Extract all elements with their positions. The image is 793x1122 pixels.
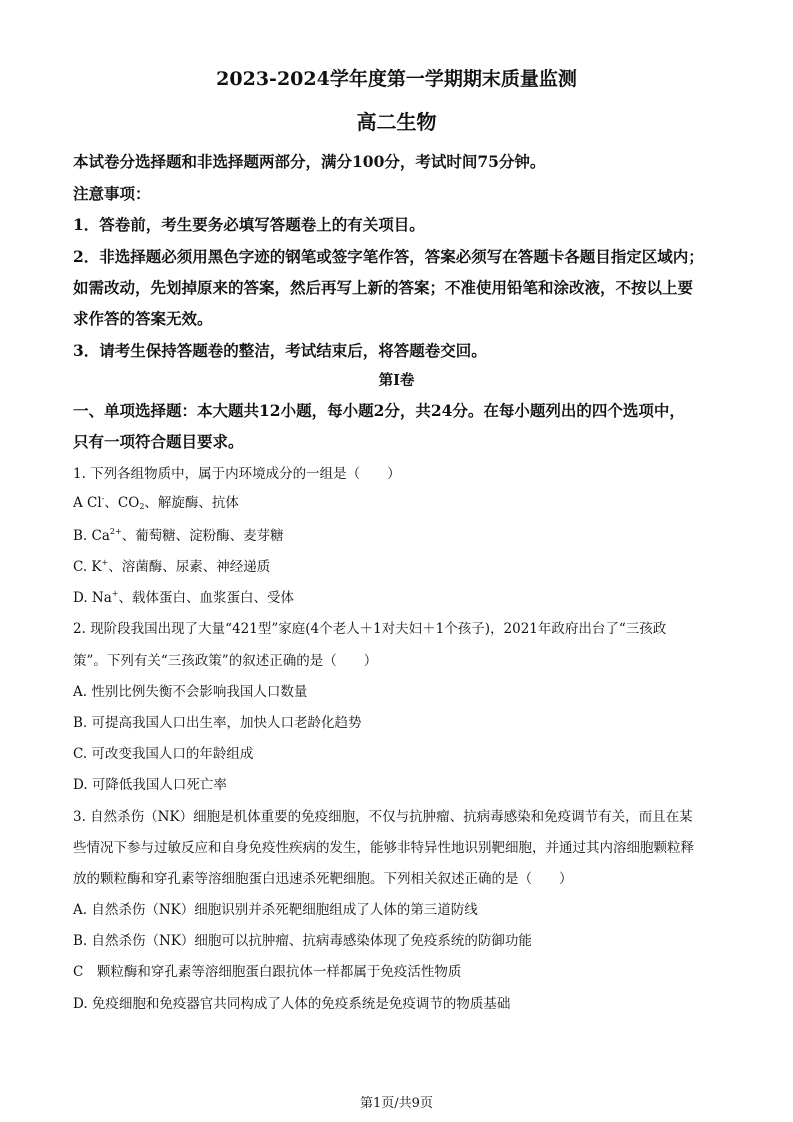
question-2-option-b: B. 可提高我国人口出生率，加快人口老龄化趋势 — [73, 715, 362, 731]
question-3-option-b: B. 自然杀伤（NK）细胞可以抗肿瘤、抗病毒感染体现了免疫系统的防御功能 — [73, 933, 532, 949]
notice-item-2-line-3: 求作答的答案无效。 — [73, 309, 213, 328]
question-2-option-d: D. 可降低我国人口死亡率 — [73, 777, 227, 793]
question-3-stem-line-2: 些情况下参与过敏反应和自身免疫性疾病的发生，能够非特异性地识别靶细胞，并通过其内溶细胞颗粒释 — [73, 840, 694, 856]
volume-heading: 第Ⅰ卷 — [378, 372, 415, 389]
notice-item-3: 3．请考生保持答题卷的整洁，考试结束后，将答题卷交回。 — [73, 341, 487, 360]
question-2-stem-line-2: 策”。下列有关“三孩政策”的叙述正确的是（ ） — [73, 653, 378, 669]
option-a-ion-charge: - — [101, 494, 105, 503]
question-2-option-a: A. 性别比例失衡不会影响我国人口数量 — [73, 684, 308, 700]
option-a-subscript: 2 — [139, 502, 145, 511]
question-1-option-c — [73, 555, 270, 575]
notice-item-2-line-2: 如需改动，先划掉原来的答案，然后再写上新的答案；不准使用铅笔和涂改液，不按以上要 — [73, 278, 694, 297]
question-3-stem-line-1: 3. 自然杀伤（NK）细胞是机体重要的免疫细胞，不仅与抗肿瘤、抗病毒感染和免疫调节有关，而且在某 — [73, 809, 693, 825]
section-1-heading-line-1: 一、单项选择题：本大题共12小题，每小题2分，共24分。在每小题列出的四个选项中， — [73, 401, 685, 420]
option-d-rest: 、载体蛋白、血浆蛋白、受体 — [118, 590, 294, 606]
question-3-stem-line-3: 放的颗粒酶和穿孔素等溶细胞蛋白迅速杀死靶细胞。下列相关叙述正确的是（ ） — [73, 871, 573, 887]
question-3-option-d: D. 免疫细胞和免疫器官共同构成了人体的免疫系统是免疫调节的物质基础 — [73, 996, 511, 1012]
section-1-heading-line-2: 只有一项符合题目要求。 — [73, 432, 244, 451]
page-footer: 第1页/共9页 — [360, 1096, 433, 1111]
exam-title: 2023-2024学年度第一学期期末质量监测 — [216, 68, 577, 90]
option-c-charge: + — [101, 558, 109, 567]
option-c-rest: 、溶菌酶、尿素、神经递质 — [108, 559, 271, 575]
option-b-rest: 、葡萄糖、淀粉酶、麦芽糖 — [121, 528, 284, 544]
question-2-option-c: C. 可改变我国人口的年龄组成 — [73, 746, 254, 762]
option-d-charge: + — [111, 589, 119, 598]
option-a-rest: 、解旋酶、抗体 — [144, 495, 239, 511]
option-c-prefix: C. K — [73, 559, 102, 575]
question-1-option-a — [73, 491, 239, 511]
option-b-prefix: B. Ca — [73, 528, 110, 544]
question-3-option-a: A. 自然杀伤（NK）细胞识别并杀死靶细胞组成了人体的第三道防线 — [73, 902, 478, 918]
question-1-stem: 1. 下列各组物质中，属于内环境成分的一组是（ ） — [73, 466, 401, 482]
notice-item-2-line-1: 2．非选择题必须用黑色字迹的钢笔或签字笔作答，答案必须写在答题卡各题目指定区域内； — [73, 247, 704, 266]
notice-item-1: 1．答卷前，考生要务必填写答题卷上的有关项目。 — [73, 215, 425, 234]
question-1-option-b — [73, 524, 284, 544]
option-a-ion: Cl — [87, 495, 102, 511]
notice-heading: 注意事项： — [73, 184, 151, 203]
option-a-mid: 、CO — [104, 495, 140, 511]
instructions-intro: 本试卷分选择题和非选择题两部分，满分100分，考试时间75分钟。 — [73, 152, 546, 171]
question-2-stem-line-1: 2. 现阶段我国出现了大量“421型”家庭(4个老人＋1对夫妇＋1个孩子)，2021年政府出台了“三孩政 — [73, 621, 667, 637]
option-d-prefix: D. Na — [73, 590, 112, 606]
question-3-option-c: C 颗粒酶和穿孔素等溶细胞蛋白跟抗体一样都属于免疫活性物质 — [73, 964, 462, 980]
option-b-charge: 2+ — [109, 527, 122, 536]
option-a-label: A — [73, 495, 83, 511]
exam-subject: 高二生物 — [356, 110, 437, 134]
question-1-option-d — [73, 586, 294, 606]
